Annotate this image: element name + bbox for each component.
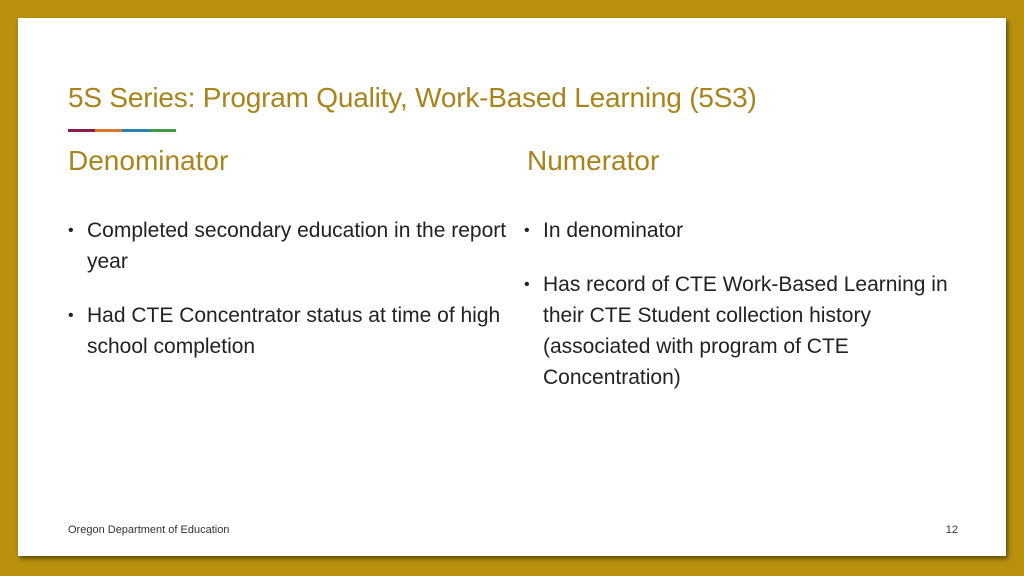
footer-organization: Oregon Department of Education [68, 524, 230, 536]
bullet-icon: • [524, 276, 530, 293]
bullet-icon: • [68, 307, 74, 324]
title-accent-bar [68, 129, 176, 132]
page-number: 12 [945, 524, 958, 536]
list-item [68, 215, 508, 277]
slide-title: 5S Series: Program Quality, Work-Based Learning (5S3) [68, 82, 757, 113]
accent-segment-2 [95, 129, 122, 132]
denominator-heading: Denominator [68, 145, 229, 176]
accent-segment-3 [122, 129, 149, 132]
list-item [524, 269, 964, 393]
accent-segment-1 [68, 129, 95, 132]
bullet-icon: • [68, 222, 74, 239]
list-item-text: In denominator [543, 219, 684, 242]
list-item [524, 215, 964, 246]
slide [18, 18, 1006, 556]
bullet-icon: • [524, 222, 530, 239]
denominator-list [68, 215, 508, 385]
numerator-list [524, 215, 964, 416]
list-item-text: Has record of CTE Work-Based Learning in their CTE Student collection history (associated with program of CTE Concentration) [543, 273, 948, 389]
list-item-text: Had CTE Concentrator status at time of high school completion [87, 304, 501, 358]
accent-segment-4 [149, 129, 176, 132]
list-item [68, 300, 508, 362]
numerator-heading: Numerator [527, 145, 660, 176]
list-item-text: Completed secondary education in the report year [87, 219, 507, 273]
